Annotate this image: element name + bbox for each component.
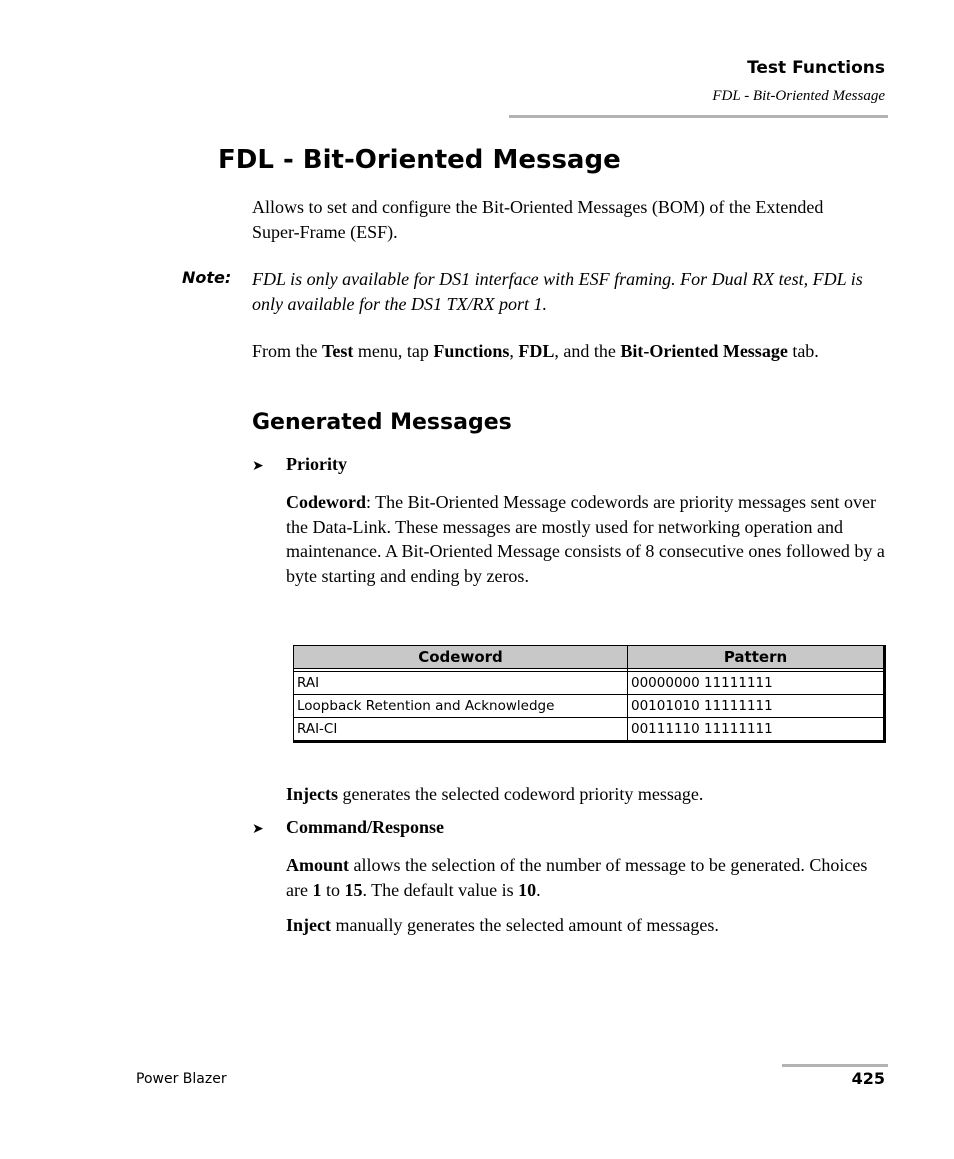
nav-bom-tab: Bit-Oriented Message bbox=[620, 341, 788, 361]
nav-text: tab. bbox=[787, 341, 819, 361]
amount-term: Amount bbox=[286, 855, 350, 875]
nav-test-menu: Test bbox=[322, 341, 354, 361]
codeword-table bbox=[293, 645, 888, 743]
amount-text: allows the selection of the number of message to be generated. Choices are bbox=[286, 855, 868, 900]
running-header-chapter: Test Functions bbox=[747, 58, 885, 78]
intro-paragraph: Allows to set and configure the Bit-Oriented Messages (BOM) of the Extended Super-Frame (ESF). bbox=[252, 197, 824, 242]
nav-functions: Functions bbox=[433, 341, 510, 361]
bullet-priority: Priority bbox=[286, 454, 347, 474]
header-rule bbox=[509, 115, 888, 118]
amount-description bbox=[286, 853, 886, 902]
pattern-cell: 00000000 11111111 bbox=[628, 672, 885, 695]
running-header-section: FDL - Bit-Oriented Message bbox=[712, 88, 885, 104]
injects-text: generates the selected codeword priority message. bbox=[338, 784, 704, 804]
page-title: FDL - Bit-Oriented Message bbox=[218, 145, 621, 175]
footer-product-name: Power Blazer bbox=[136, 1071, 227, 1087]
table-row bbox=[294, 718, 885, 742]
nav-text: , bbox=[509, 341, 519, 361]
codeword-text: : The Bit-Oriented Message codewords are priority messages sent over the Data-Link. These messages are mostly used for networking operation and maintenance. A Bit-Oriented Message consists of 8 consecutive ones followed by a byte starting and ending by zeros. bbox=[286, 492, 885, 586]
pattern-cell: 00111110 11111111 bbox=[628, 718, 885, 742]
injects-term: Injects bbox=[286, 784, 338, 804]
bullet-arrow-icon: ➤ bbox=[252, 459, 264, 474]
inject-text: manually generates the selected amount of messages. bbox=[330, 915, 719, 935]
nav-text: menu, tap bbox=[353, 341, 434, 361]
codeword-term: Codeword bbox=[286, 492, 366, 512]
amount-text: . The default value is bbox=[362, 879, 519, 900]
pattern-cell: 00101010 11111111 bbox=[628, 695, 885, 718]
nav-text: , and the bbox=[554, 341, 621, 361]
codeword-cell: Loopback Retention and Acknowledge bbox=[294, 695, 628, 718]
footer-rule bbox=[782, 1064, 888, 1067]
inject-description bbox=[286, 913, 886, 938]
amount-min: 1 bbox=[312, 879, 322, 900]
table-row bbox=[294, 672, 885, 695]
table-row bbox=[294, 695, 885, 718]
table-header-row bbox=[294, 646, 885, 669]
injects-description bbox=[286, 782, 886, 807]
column-header-codeword: Codeword bbox=[294, 646, 628, 669]
codeword-cell: RAI bbox=[294, 672, 628, 695]
bullet-command-response: Command/Response bbox=[286, 817, 445, 837]
section-title: Generated Messages bbox=[252, 410, 512, 435]
page-number: 425 bbox=[851, 1069, 885, 1088]
amount-text: to bbox=[321, 879, 345, 900]
inject-term: Inject bbox=[286, 915, 331, 935]
note-text: FDL is only available for DS1 interface with ESF framing. For Dual RX test, FDL is only available for the DS1 TX/RX port 1. bbox=[252, 269, 863, 314]
amount-default: 10 bbox=[518, 879, 537, 900]
column-header-pattern: Pattern bbox=[628, 646, 885, 669]
codeword-description bbox=[286, 490, 886, 588]
nav-fdl: FDL bbox=[518, 341, 555, 361]
amount-max: 15 bbox=[344, 879, 363, 900]
navigation-instructions bbox=[252, 339, 892, 364]
note-label: Note: bbox=[182, 268, 232, 287]
bullet-arrow-icon: ➤ bbox=[252, 822, 264, 837]
amount-text: . bbox=[536, 879, 541, 900]
codeword-cell: RAI-CI bbox=[294, 718, 628, 742]
nav-text: From the bbox=[252, 341, 322, 361]
